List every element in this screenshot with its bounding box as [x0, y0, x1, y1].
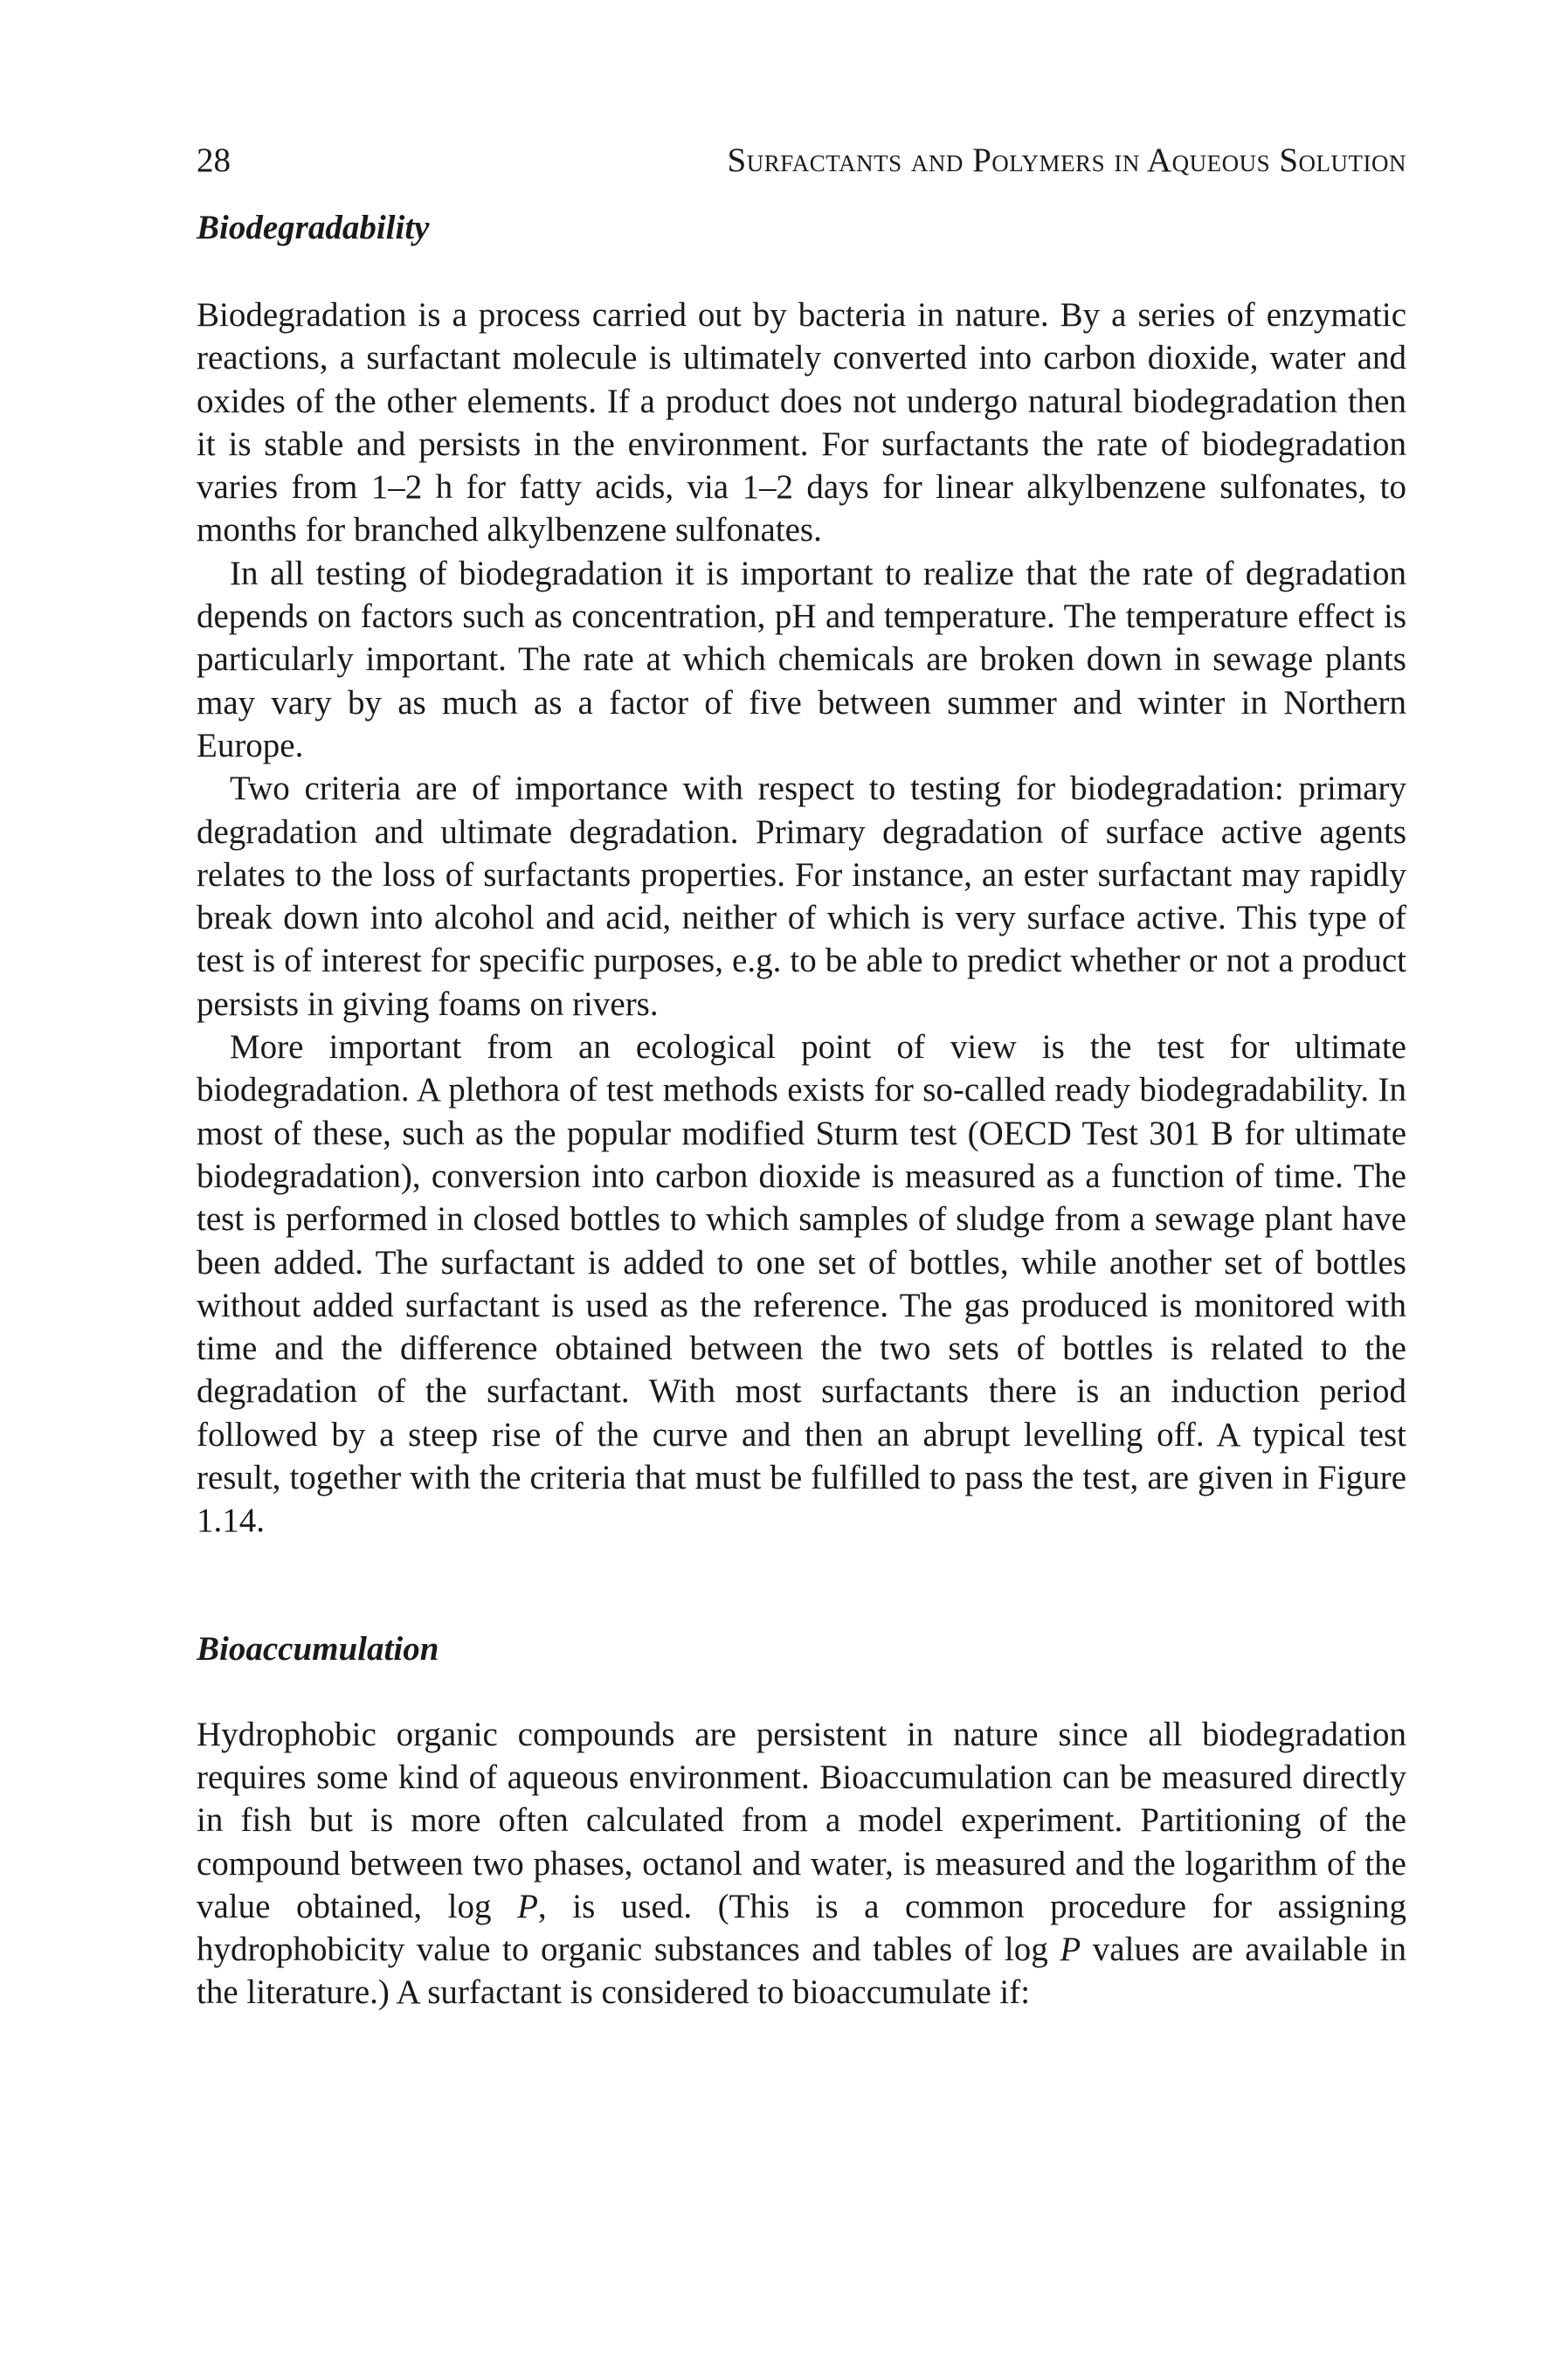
page-content — [197, 140, 1406, 2014]
paragraph: Biodegradation is a process carried out by bacteria in nature. By a series of enzymatic reactions, a surfactant molecule is ultimately converted into carbon dioxide, water and oxides of the other elements. If a product does not undergo natural biodegradation then it is stable and persists in the environment. For surfactants the rate of biodegradation varies from 1–2 h for fatty acids, via 1–2 days for linear alkylbenzene sulfonates, to months for branched alkylbenzene sulfonates. — [197, 296, 1406, 549]
paragraph-bioaccumulation — [197, 1713, 1406, 2014]
text-run: , is used. (This is a common procedure for assigning hydrophobicity value to organic substances and tables of log — [197, 1887, 1406, 1969]
page-number: 28 — [197, 142, 231, 179]
log-p-symbol: P — [517, 1887, 538, 1925]
paragraph: More important from an ecological point of view is the test for ultimate biodegradation. A plethora of test methods exists for so-called ready biodegradability. In most of these, such as the popular modified Sturm test (OECD Test 301 B for ultimate biodegradation), conversion into carbon dioxide is measured as a function of time. The test is performed in closed bottles to which samples of sludge from a sewage plant have been added. The surfactant is added to one set of bottles, while another set of bottles without added surfactant is used as the reference. The gas produced is monitored with time and the difference obtained between the two sets of bottles is related to the degradation of the surfactant. With most surfactants there is an induction period followed by a steep rise of the curve and then an abrupt levelling off. A typical test result, together with the criteria that must be fulfilled to pass the test, are given in Figure 1.14. — [197, 1028, 1406, 1540]
book-title: Surfactants and Polymers in Aqueous Solution — [727, 142, 1406, 179]
text-run: values are available in the literature.) A surfactant is considered to bioaccumulate if: — [197, 1931, 1407, 2012]
running-head — [197, 140, 1406, 182]
section-title-bioaccumulation: Bioaccumulation — [197, 1629, 439, 1668]
log-p-symbol: P — [1060, 1931, 1081, 1969]
text-run: Hydrophobic organic compounds are persistent in nature since all biodegradation requires some kind of aqueous environment. Bioaccumulation can be measured directly in fish but is more often calculated from a model experiment. Partitioning of the compound between two phases, octanol and water, is measured and the logarithm of the value obtained, log — [197, 1715, 1406, 1925]
section-title-biodegradability: Biodegradability — [197, 209, 430, 246]
paragraph: Two criteria are of importance with respect to testing for biodegradation: primary degradation and ultimate degradation. Primary degradation of surface active agents relates to the loss of surfactants properties. For instance, an ester surfactant may rapidly break down into alcohol and acid, neither of which is very surface active. This type of test is of interest for specific purposes, e.g. to be able to predict whether or not a product persists in giving foams on rivers. — [197, 770, 1406, 1023]
paragraph: In all testing of biodegradation it is important to realize that the rate of degradation depends on factors such as concentration, pH and temperature. The temperature effect is particularly important. The rate at which chemicals are broken down in sewage plants may vary by as much as a factor of five between summer and winter in Northern Europe. — [197, 554, 1406, 764]
